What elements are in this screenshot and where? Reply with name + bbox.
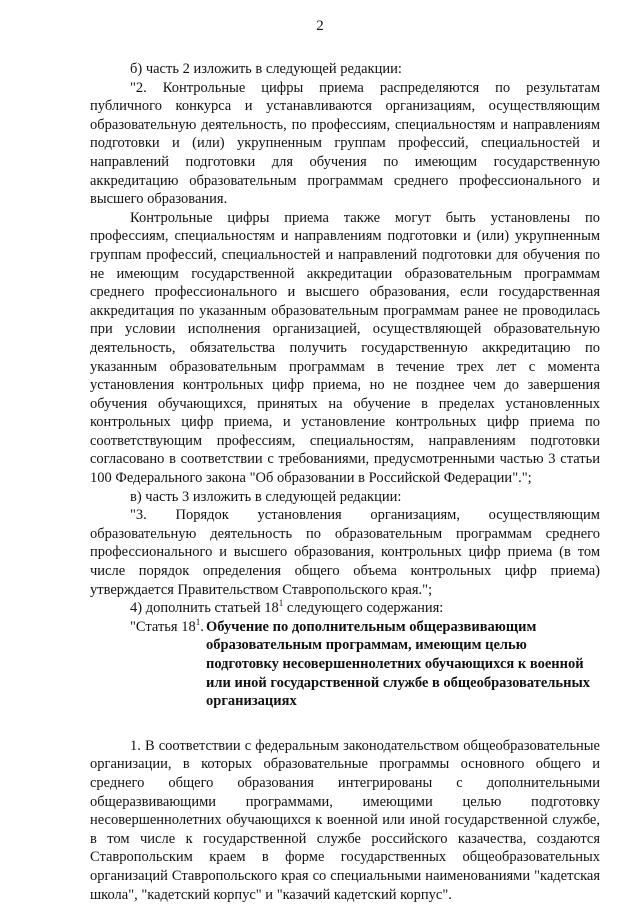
article-paragraph-1: 1. В соответствии с федеральным законодательством общеобразовательные организации, в которых образовательные программы основного общего и среднего общего образования интегрированы с дополнительными общеразвивающими программами, имеющими целью подготовку несовершеннолетних обучающихся к военной или иной государственной службе, в том числе к государственной службе российского казачества, создаются Ставропольским краем в форме государственных общеобразовательных организаций Ставропольского края со специальными наименованиями "кадетская школа", "кадетский корпус" и "казачий кадетский корпус". <box>90 737 600 903</box>
article-heading <box>130 618 600 711</box>
paragraph-part2-cont: Контрольные цифры приема также могут быть установлены по профессиям, специальностям и направлениям подготовки и (или) укрупненным группам профессий, специальностей и направлений подготовки для обучения по не имеющим государственной аккредитации образовательным программам среднего профессионального и высшего образования, если государственная аккредитация по указанным образовательным программам ранее не проводилась при условии исполнения организацией, осуществляющей образовательную деятельность, обязательства получить государственную аккредитацию по указанным образовательным программам в течение трех лет с момента установления контрольных цифр приема, но не позднее чем до завершения обучения обучающихся, принятых на обучение в пределах установленных контрольных цифр приема, и установление контрольных цифр приема по соответствующим профессиям, специальностям, направлениям подготовки согласовано в соответствии с требованиями, предусмотренными частью 3 статьи 100 Федерального закона "Об образовании в Российской Федерации"."; <box>90 209 600 487</box>
page-number: 2 <box>316 18 324 34</box>
paragraph-4-tail: следующего содержания: <box>283 600 444 617</box>
paragraph-part2: "2. Контрольные цифры приема распределяются по результатам публичного конкурса и устанавливаются организациям, осуществляющим образовательную деятельность, по профессиям, специальностям и направлениям подготовки и (или) укрупненным группам профессий, специальностей и направлений подготовки для обучения по имеющим государственную аккредитацию образовательным программам среднего профессионального и высшего образования. <box>90 79 600 208</box>
article-label-text: "Статья 18 <box>130 618 196 635</box>
article-label <box>130 618 204 637</box>
paragraph-4-text: 4) дополнить статьей 18 <box>130 600 279 617</box>
article-label-dot: . <box>200 618 204 635</box>
paragraph-part3: "3. Порядок установления организациям, осуществляющим образовательную деятельность по образовательным программам среднего профессионального и высшего образования, контрольных цифр приема (в том числе порядок определения общего объема контрольных цифр приема) утверждается Правительством Ставропольского края."; <box>90 507 600 598</box>
spacer <box>90 711 600 729</box>
document-body <box>90 60 600 904</box>
paragraph-4 <box>90 599 600 618</box>
article-title: Обучение по дополнительным общеразвивающим образовательным программам, имеющим целью подготовку несовершеннолетних обучающихся к военной или иной государственной службе в общеобразовательных организациях <box>206 618 591 710</box>
paragraph-v: в) часть 3 изложить в следующей редакции: <box>130 488 402 505</box>
paragraph-4-superscript: 1 <box>278 598 284 609</box>
article-label-superscript: 1 <box>195 616 201 627</box>
paragraph-b: б) часть 2 изложить в следующей редакции: <box>130 61 402 77</box>
